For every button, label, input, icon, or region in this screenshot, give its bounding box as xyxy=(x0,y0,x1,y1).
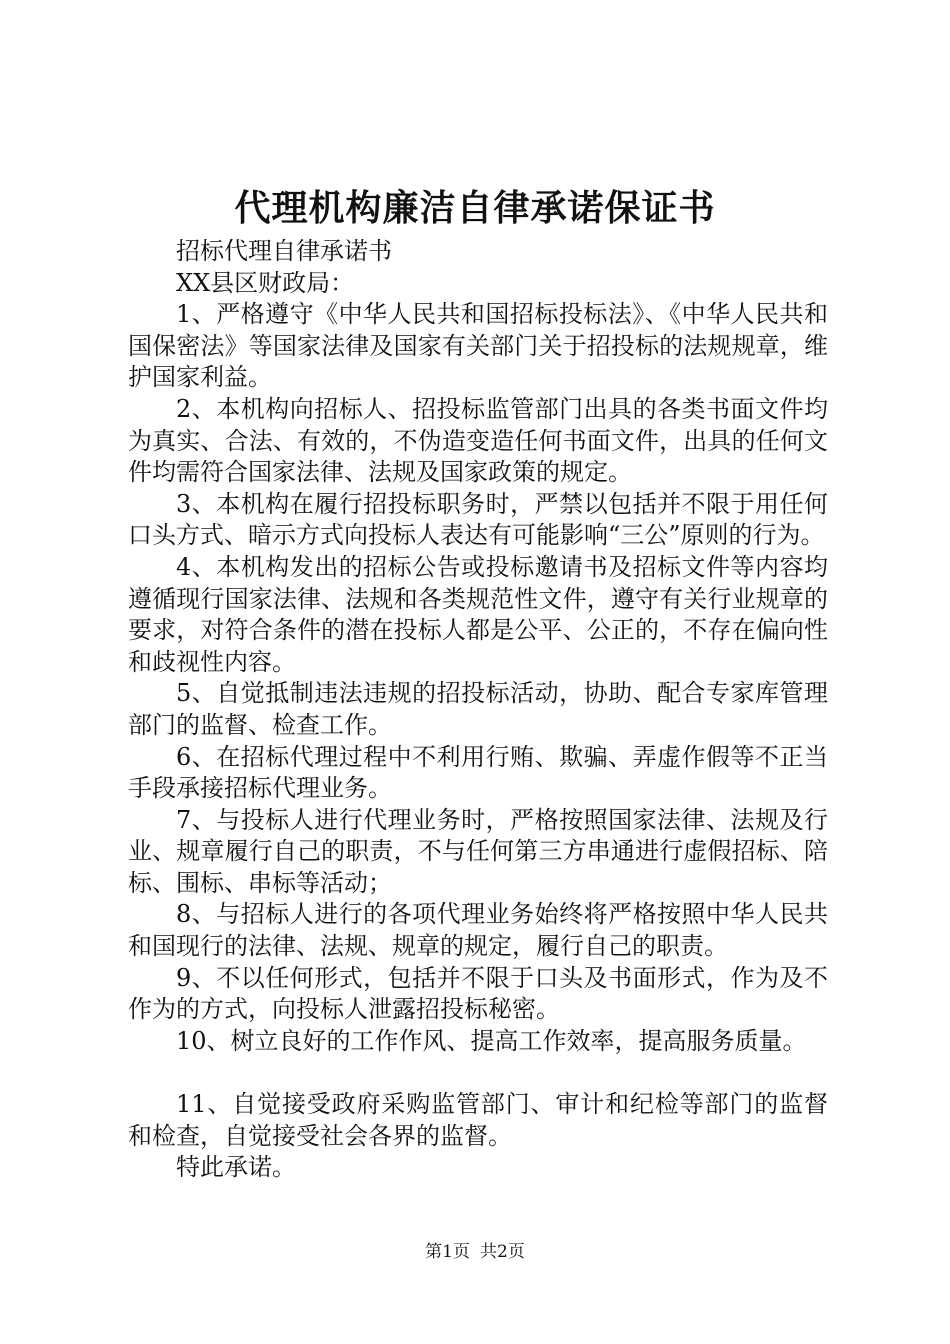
paragraph-3: 3、本机构在履行招投标职务时，严禁以包括并不限于用任何口头方式、暗示方式向投标人表达有可能影响“三公”原则的行为。 xyxy=(128,489,828,550)
paragraph-9: 9、不以任何形式，包括并不限于口头及书面形式，作为及不作为的方式，向投标人泄露招投标秘密。 xyxy=(128,963,828,1024)
page-number: 第1页 xyxy=(425,1242,470,1262)
page-footer xyxy=(0,1240,950,1264)
recipient-line: XX县区财政局： xyxy=(176,268,355,297)
document-body xyxy=(128,236,828,1184)
page-total: 共2页 xyxy=(480,1242,525,1262)
document-subtitle: 招标代理自律承诺书 xyxy=(176,237,392,265)
paragraph-2: 2、本机构向招标人、招投标监管部门出具的各类书面文件均为真实、合法、有效的，不伪造变造任何书面文件，出具的任何文件均需符合国家法律、法规及国家政策的规定。 xyxy=(128,394,828,487)
paragraph-8: 8、与招标人进行的各项代理业务始终将严格按照中华人民共和国现行的法律、法规、规章的规定，履行自己的职责。 xyxy=(128,900,828,961)
paragraph-5: 5、自觉抵制违法违规的招投标活动，协助、配合专家库管理部门的监督、检查工作。 xyxy=(128,679,828,739)
paragraph-1: 1、严格遵守《中华人民共和国招标投标法》、《中华人民共和国保密法》等国家法律及国家有关部门关于招投标的法规规章，维护国家利益。 xyxy=(128,300,828,392)
paragraph-7: 7、与投标人进行代理业务时，严格按照国家法律、法规及行业、规章履行自己的职责，不与任何第三方串通进行虚假招标、陪标、围标、串标等活动； xyxy=(128,805,828,897)
closing-line: 特此承诺。 xyxy=(176,1153,296,1182)
paragraph-11: 11、自觉接受政府采购监管部门、审计和纪检等部门的监督和检查，自觉接受社会各界的监督。 xyxy=(128,1090,828,1150)
paragraph-6: 6、在招标代理过程中不利用行贿、欺骗、弄虚作假等不正当手段承接招标代理业务。 xyxy=(128,742,828,803)
document-title: 代理机构廉洁自律承诺保证书 xyxy=(234,187,716,229)
paragraph-10: 10、树立良好的工作作风、提高工作效率，提高服务质量。 xyxy=(176,1026,807,1055)
paragraph-4: 4、本机构发出的招标公告或投标邀请书及招标文件等内容均遵循现行国家法律、法规和各类规范性文件，遵守有关行业规章的要求，对符合条件的潜在投标人都是公平、公正的，不存在偏向性和歧视性内容。 xyxy=(128,552,828,676)
